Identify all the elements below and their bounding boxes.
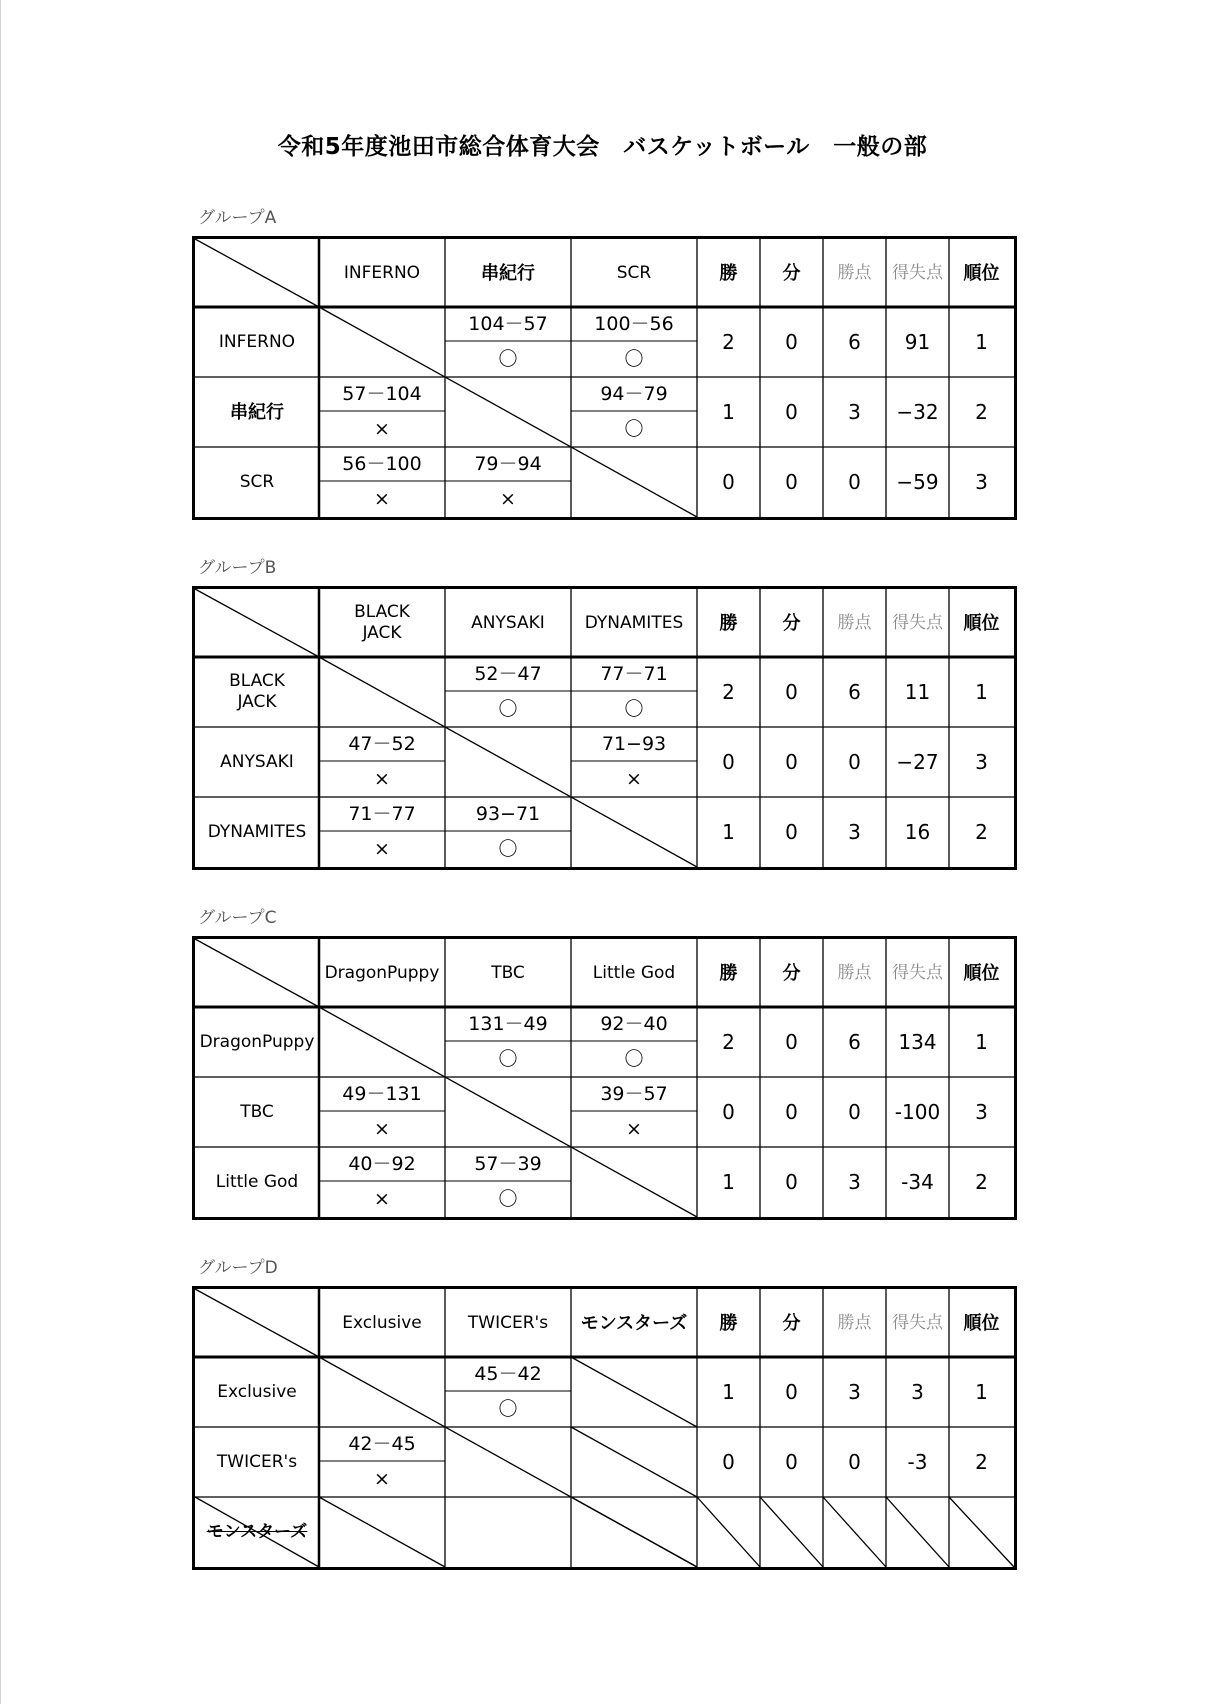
match-score: 100－56 — [594, 312, 674, 335]
header-team-name: 串紀行 — [481, 262, 535, 284]
standings-table — [192, 936, 1017, 1220]
row-team-name: モンスターズ — [206, 1521, 308, 1542]
stat-header-draw: 分 — [782, 262, 801, 284]
stat-points: 3 — [848, 1169, 861, 1194]
stat-rank: 3 — [975, 1099, 988, 1124]
corner-diagonal — [195, 589, 319, 657]
match-score: 104－57 — [468, 312, 548, 335]
void-diagonal — [886, 1497, 949, 1567]
standings-table — [192, 236, 1017, 520]
match-score: 71－77 — [348, 802, 416, 825]
stat-rank: 1 — [975, 329, 988, 354]
stat-header-rank: 順位 — [963, 1312, 1000, 1334]
row-team-name: TBC — [240, 1101, 274, 1122]
row-team-name: 串紀行 — [230, 401, 284, 423]
row-team-name: Little God — [215, 1171, 299, 1192]
match-score: 92－40 — [600, 1012, 668, 1035]
void-diagonal — [949, 1497, 1014, 1567]
match-score: 39－57 — [600, 1082, 668, 1105]
stat-rank: 2 — [975, 819, 988, 844]
row-team-name: SCR — [239, 471, 275, 492]
match-result-mark: 〇 — [624, 417, 644, 440]
stat-header-points: 勝点 — [837, 1312, 872, 1333]
match-result-mark: × — [626, 1117, 642, 1140]
match-result-mark: 〇 — [624, 697, 644, 720]
stat-header-rank: 順位 — [963, 262, 1000, 284]
match-score: 57－104 — [342, 382, 422, 405]
match-score: 45－42 — [474, 1362, 542, 1385]
match-result-mark: 〇 — [624, 1047, 644, 1070]
stat-diff: 16 — [904, 819, 931, 844]
match-result-mark: × — [626, 767, 642, 790]
stat-win: 1 — [722, 819, 735, 844]
header-team-name: DragonPuppy — [324, 962, 440, 983]
stat-win: 0 — [722, 749, 735, 774]
header-team-name: Exclusive — [342, 1312, 422, 1333]
stat-win: 1 — [722, 1379, 735, 1404]
header-team-name: Little God — [592, 962, 676, 983]
stat-diff: -100 — [894, 1099, 941, 1124]
match-score: 77－71 — [600, 662, 668, 685]
stat-points: 0 — [848, 469, 861, 494]
match-result-mark: 〇 — [498, 1187, 518, 1210]
match-score: 93−71 — [475, 802, 541, 825]
stat-points: 6 — [848, 679, 861, 704]
match-result-mark: × — [374, 1467, 390, 1490]
stat-header-points: 勝点 — [837, 612, 872, 633]
header-team-name: BLACK JACK — [354, 602, 410, 643]
void-diagonal — [571, 1427, 697, 1497]
stat-rank: 3 — [975, 749, 988, 774]
stat-rank: 3 — [975, 469, 988, 494]
stat-rank: 1 — [975, 1379, 988, 1404]
stat-points: 6 — [848, 1029, 861, 1054]
stat-win: 0 — [722, 469, 735, 494]
stat-win: 0 — [722, 1449, 735, 1474]
stat-points: 6 — [848, 329, 861, 354]
header-team-name: TWICER's — [467, 1312, 549, 1333]
stat-header-diff: 得失点 — [892, 612, 943, 633]
stat-rank: 1 — [975, 679, 988, 704]
void-diagonal — [823, 1497, 886, 1567]
stat-points: 0 — [848, 1449, 861, 1474]
stat-header-win: 勝 — [719, 962, 738, 984]
stat-header-draw: 分 — [782, 1312, 801, 1334]
stat-rank: 2 — [975, 1169, 988, 1194]
match-result-mark: × — [500, 487, 516, 510]
row-team-name: DragonPuppy — [199, 1031, 315, 1052]
stat-diff: 11 — [904, 679, 931, 704]
header-team-name: DYNAMITES — [584, 612, 684, 633]
match-result-mark: 〇 — [498, 1397, 518, 1420]
stat-win: 2 — [722, 329, 735, 354]
standings-table — [192, 586, 1017, 870]
stat-draw: 0 — [785, 679, 798, 704]
stat-header-diff: 得失点 — [892, 962, 943, 983]
match-score: 49－131 — [342, 1082, 422, 1105]
stat-draw: 0 — [785, 1169, 798, 1194]
header-team-name: TBC — [491, 962, 525, 983]
stat-draw: 0 — [785, 1449, 798, 1474]
match-score: 40－92 — [348, 1152, 416, 1175]
stat-points: 3 — [848, 399, 861, 424]
match-result-mark: 〇 — [498, 1047, 518, 1070]
stat-rank: 1 — [975, 1029, 988, 1054]
stat-points: 0 — [848, 749, 861, 774]
corner-diagonal — [195, 1289, 319, 1357]
stat-rank: 2 — [975, 399, 988, 424]
match-result-mark: 〇 — [498, 837, 518, 860]
stat-draw: 0 — [785, 749, 798, 774]
match-score: 52－47 — [474, 662, 542, 685]
stat-diff: −27 — [896, 749, 939, 774]
stat-diff: −32 — [896, 399, 939, 424]
stat-draw: 0 — [785, 1029, 798, 1054]
header-team-name: ANYSAKI — [471, 612, 545, 633]
match-score: 56－100 — [342, 452, 422, 475]
corner-diagonal — [195, 239, 319, 307]
match-result-mark: × — [374, 837, 390, 860]
stat-win: 2 — [722, 679, 735, 704]
stat-points: 0 — [848, 1099, 861, 1124]
match-score: 94－79 — [600, 382, 668, 405]
corner-diagonal — [195, 939, 319, 1007]
match-score: 42－45 — [348, 1432, 416, 1455]
header-team-name: モンスターズ — [580, 1312, 688, 1334]
void-diagonal — [760, 1497, 823, 1567]
match-result-mark: × — [374, 1187, 390, 1210]
stat-draw: 0 — [785, 399, 798, 424]
stat-header-rank: 順位 — [963, 612, 1000, 634]
match-score: 47－52 — [348, 732, 416, 755]
page-edge — [0, 0, 1, 1704]
stat-header-diff: 得失点 — [892, 1312, 943, 1333]
stat-win: 1 — [722, 399, 735, 424]
stat-diff: 134 — [898, 1029, 937, 1054]
stat-header-win: 勝 — [719, 612, 738, 634]
match-result-mark: 〇 — [624, 347, 644, 370]
stat-diff: 91 — [904, 329, 931, 354]
void-diagonal — [571, 1357, 697, 1427]
stat-win: 2 — [722, 1029, 735, 1054]
stat-draw: 0 — [785, 469, 798, 494]
row-team-name: Exclusive — [217, 1381, 297, 1402]
stat-draw: 0 — [785, 819, 798, 844]
match-result-mark: × — [374, 1117, 390, 1140]
match-score: 131－49 — [468, 1012, 548, 1035]
stat-diff: -3 — [907, 1449, 928, 1474]
page-title: 令和5年度池田市総合体育大会 バスケットボール 一般の部 — [277, 134, 928, 160]
match-result-mark: 〇 — [498, 697, 518, 720]
row-team-name: TWICER's — [216, 1451, 298, 1472]
group-label: グループA — [198, 208, 277, 228]
standings-table — [192, 1286, 1017, 1570]
stat-win: 1 — [722, 1169, 735, 1194]
match-score: 79－94 — [474, 452, 542, 475]
void-diagonal — [319, 1497, 445, 1567]
stat-header-win: 勝 — [719, 1312, 738, 1334]
match-result-mark: × — [374, 487, 390, 510]
stat-header-points: 勝点 — [837, 962, 872, 983]
stat-win: 0 — [722, 1099, 735, 1124]
header-team-name: SCR — [616, 262, 652, 283]
stat-diff: −59 — [896, 469, 939, 494]
stat-diff: -34 — [901, 1169, 934, 1194]
void-diagonal — [571, 1497, 697, 1567]
row-team-name: DYNAMITES — [207, 821, 307, 842]
stat-draw: 0 — [785, 329, 798, 354]
match-score: 71−93 — [601, 732, 667, 755]
match-result-mark: × — [374, 767, 390, 790]
stat-header-draw: 分 — [782, 612, 801, 634]
match-result-mark: × — [374, 417, 390, 440]
stat-rank: 2 — [975, 1449, 988, 1474]
match-score: 57－39 — [474, 1152, 542, 1175]
group-label: グループB — [198, 558, 277, 578]
group-label: グループD — [198, 1258, 278, 1278]
row-team-name: INFERNO — [218, 331, 296, 352]
stat-header-draw: 分 — [782, 962, 801, 984]
stat-draw: 0 — [785, 1099, 798, 1124]
row-team-name: ANYSAKI — [220, 751, 294, 772]
stat-header-points: 勝点 — [837, 262, 872, 283]
stat-header-rank: 順位 — [963, 962, 1000, 984]
match-result-mark: 〇 — [498, 347, 518, 370]
stat-header-win: 勝 — [719, 262, 738, 284]
row-team-name: BLACK JACK — [229, 671, 285, 712]
void-diagonal — [697, 1497, 760, 1567]
header-team-name: INFERNO — [343, 262, 421, 283]
stat-diff: 3 — [911, 1379, 924, 1404]
stat-points: 3 — [848, 1379, 861, 1404]
stat-header-diff: 得失点 — [892, 262, 943, 283]
stat-points: 3 — [848, 819, 861, 844]
stat-draw: 0 — [785, 1379, 798, 1404]
group-label: グループC — [198, 908, 277, 928]
